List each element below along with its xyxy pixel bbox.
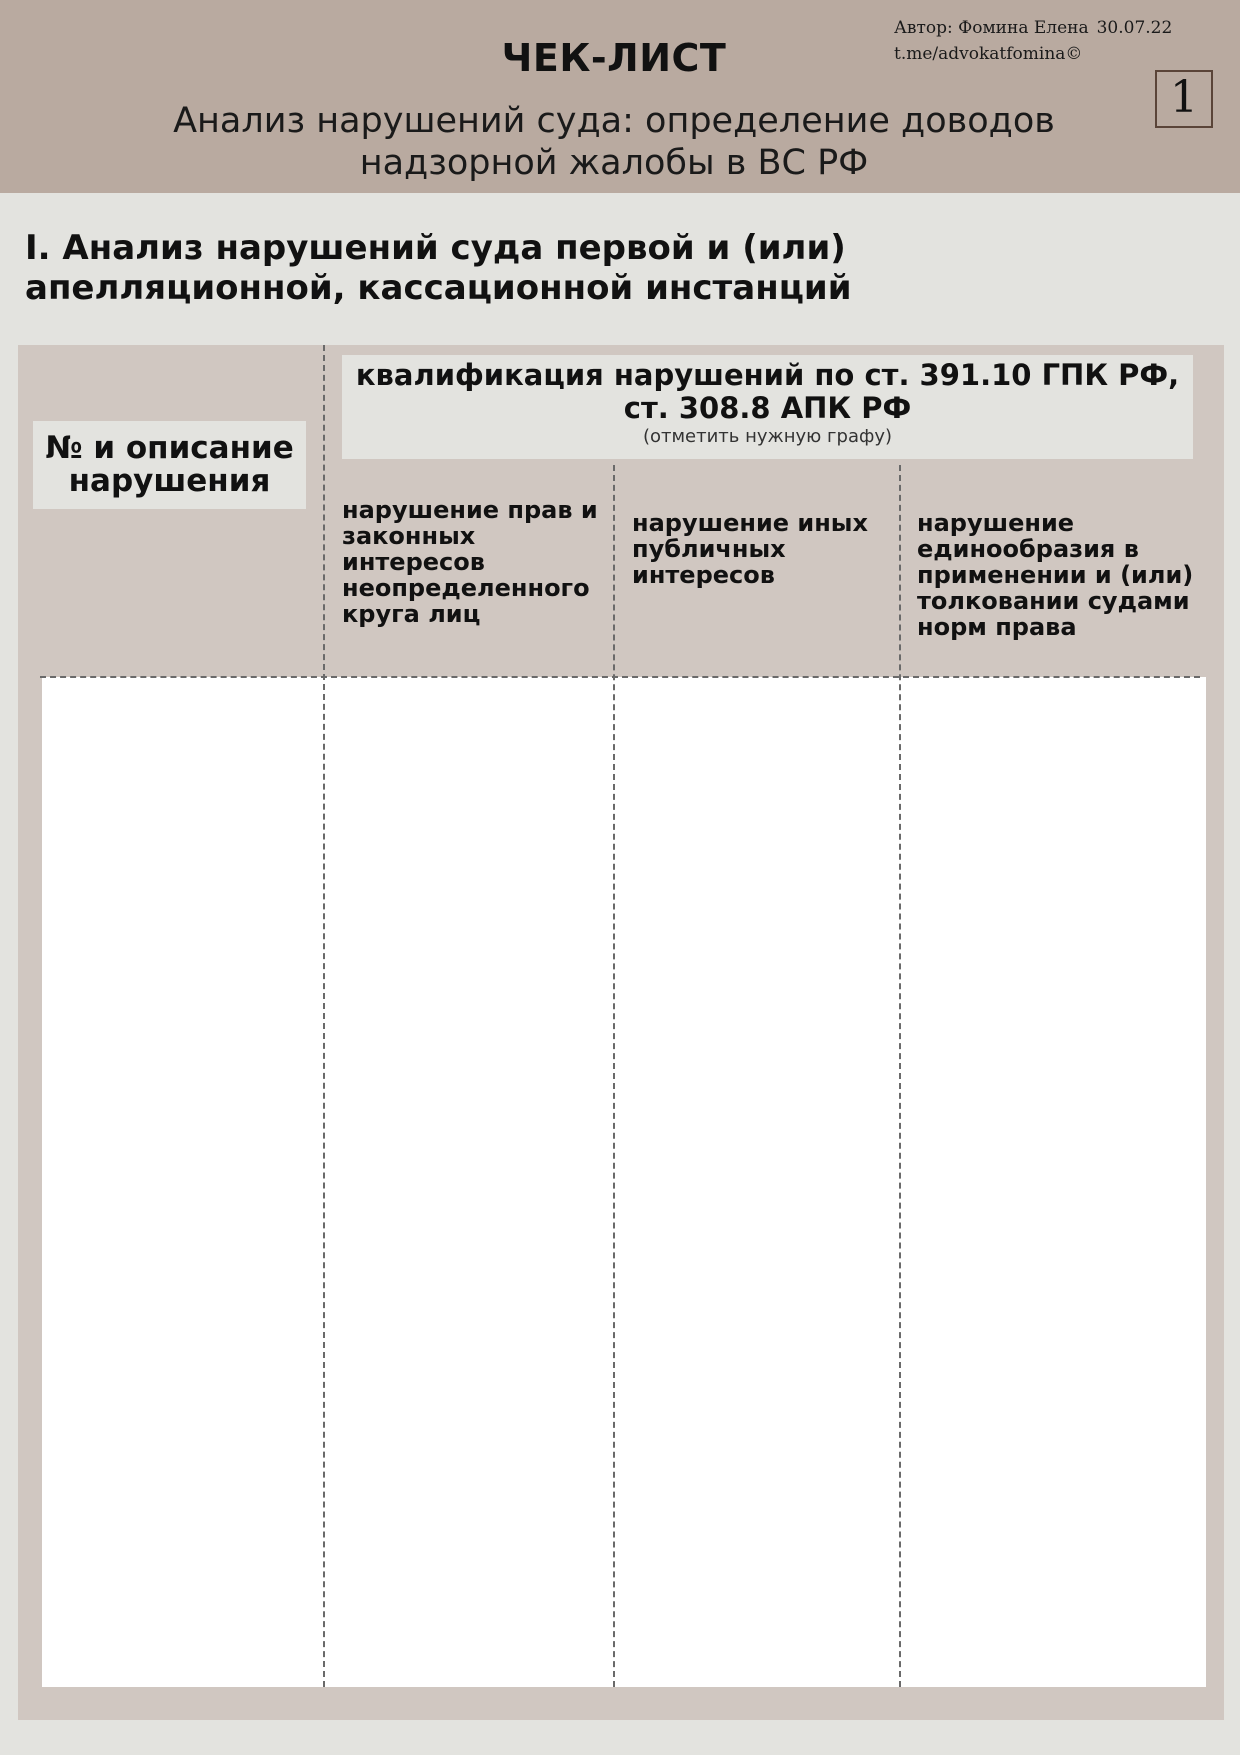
column-header-rights: нарушение прав и законных интересов неопределенного круга лиц	[342, 496, 598, 628]
qualification-header	[342, 355, 1193, 459]
author-date: 30.07.22	[1096, 18, 1173, 38]
column-divider	[613, 465, 615, 1687]
table-body[interactable]	[42, 677, 1206, 1687]
header-divider	[40, 676, 1200, 678]
page-title: ЧЕК-ЛИСТ	[501, 36, 727, 80]
column-divider	[323, 345, 325, 1687]
author-info	[894, 15, 1172, 67]
page-subtitle: Анализ нарушений суда: определение доводов надзорной жалобы в ВС РФ	[173, 101, 1055, 183]
author-name: Автор: Фомина Елена	[894, 18, 1089, 38]
column-header-description: № и описание нарушения	[33, 421, 306, 509]
qualification-title: квалификация нарушений по ст. 391.10 ГПК РФ, ст. 308.8 АПК РФ	[355, 358, 1180, 425]
column-header-public-interests: нарушение иных публичных интересов	[632, 509, 868, 589]
section-heading: I. Анализ нарушений суда первой и (или) апелляционной, кассационной инстанций	[25, 228, 852, 308]
column-divider	[899, 465, 901, 1687]
header-band	[0, 0, 1240, 193]
page-number: 1	[1155, 70, 1213, 128]
column-header-uniformity: нарушение единообразия в применении и (или) толковании судами норм права	[917, 509, 1194, 641]
qualification-note: (отметить нужную графу)	[642, 426, 893, 447]
author-link[interactable]: t.me/advokatfomina©	[894, 44, 1083, 64]
